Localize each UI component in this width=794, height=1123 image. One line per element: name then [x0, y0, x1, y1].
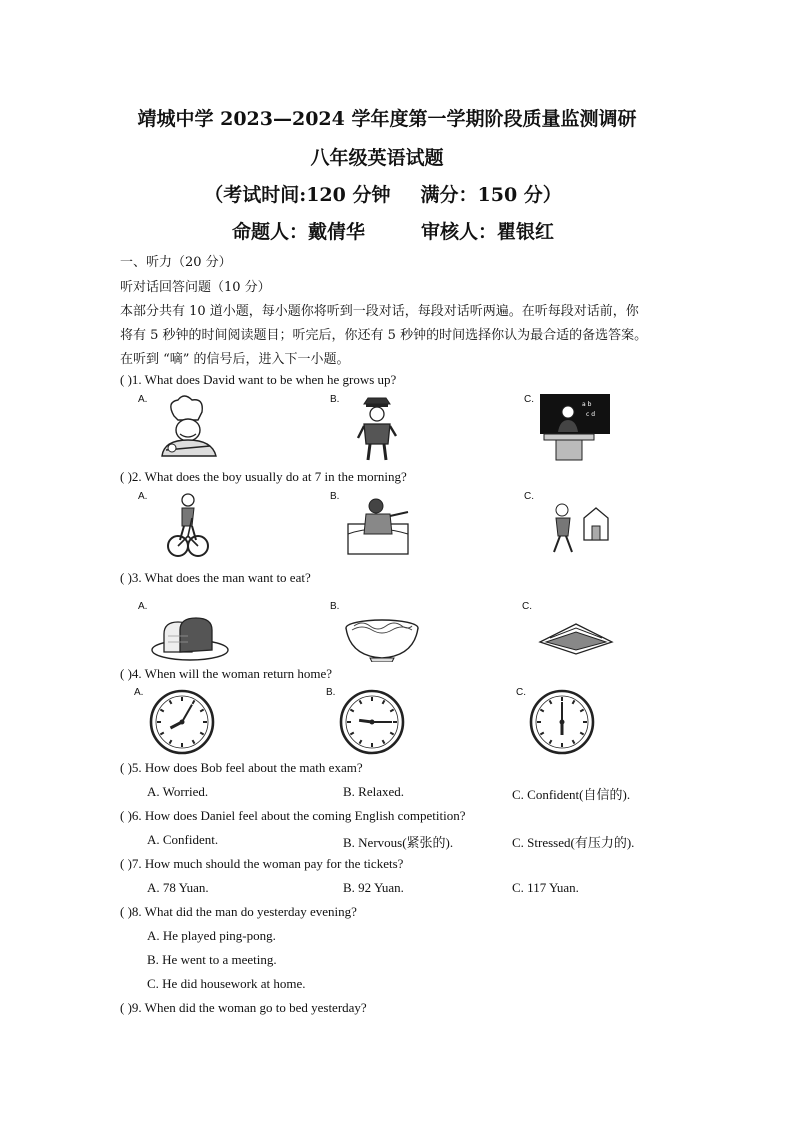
clock-c-picture	[528, 688, 596, 756]
svg-text:a b: a b	[582, 401, 592, 408]
instruction-line: 本部分共有 10 道小题，每小题你将听到一段对话，每段对话听两遍。在听每段对话前，你	[120, 304, 639, 319]
noodles-picture	[342, 614, 422, 662]
boy-walking-to-school-picture	[544, 500, 614, 556]
question-5: ( )5. How does Bob feel about the math exam?	[120, 760, 363, 775]
question-2: ( )2. What does the boy usually do at 7 in the morning?	[120, 469, 407, 484]
option-a: A. Confident.	[147, 832, 219, 847]
option-label: C.	[516, 687, 526, 698]
question-1: ( )1. What does David want to be when he grows up?	[120, 372, 397, 387]
option-label: C.	[522, 601, 532, 612]
question-9: ( )9. When did the woman go to bed yesterday?	[120, 1000, 367, 1015]
option-label: B.	[330, 601, 340, 612]
option-label: B.	[326, 687, 336, 698]
option-a: A. He played ping-pong.	[147, 928, 276, 943]
exam-subtitle: 八年级英语试题	[310, 147, 444, 169]
option-c: C. He did housework at home.	[147, 976, 306, 991]
clock-b-picture	[338, 688, 406, 756]
exam-title: 靖城中学 2023—2024 学年度第一学期阶段质量监测调研	[137, 108, 637, 130]
option-label: A.	[134, 687, 144, 698]
svg-text:c d: c d	[586, 411, 596, 418]
option-c: C. Stressed(有压力的).	[512, 835, 635, 850]
option-label: B.	[330, 394, 340, 405]
clock-center	[370, 720, 375, 725]
option-b: B. He went to a meeting.	[147, 952, 277, 967]
option-label: B.	[330, 491, 340, 502]
question-8: ( )8. What did the man do yesterday evening?	[120, 904, 357, 919]
exam-info	[0, 180, 780, 207]
clock-center	[560, 720, 565, 725]
full-score: 满分：150 分）	[420, 184, 562, 206]
option-c: C. 117 Yuan.	[512, 880, 579, 895]
sandwich-picture	[536, 618, 616, 658]
section-heading: 一、听力（20 分）	[120, 255, 232, 270]
option-b: B. Relaxed.	[343, 784, 405, 799]
option-label: A.	[138, 601, 148, 612]
option-label: C.	[524, 394, 534, 405]
police-officer-picture	[352, 394, 402, 462]
question-7: ( )7. How much should the woman pay for the tickets?	[120, 856, 404, 871]
setter: 命题人：戴倩华	[231, 221, 365, 243]
option-c: C. Confident(自信的).	[512, 787, 631, 802]
clock-a-picture	[148, 688, 216, 756]
question-3: ( )3. What does the man want to eat?	[120, 570, 311, 585]
boy-getting-up-picture	[346, 494, 414, 558]
instruction-line: 将有 5 秒钟的时间阅读题目；听完后，你还有 5 秒钟的时间选择你认为最合适的备选答案。	[120, 328, 648, 343]
section-subheading: 听对话回答问题（10 分）	[120, 280, 271, 295]
exam-time: （考试时间:120 分钟	[204, 184, 391, 206]
option-label: C.	[524, 491, 534, 502]
teacher-at-blackboard-picture	[538, 392, 612, 462]
option-b: B. 92 Yuan.	[343, 880, 404, 895]
clock-center	[180, 720, 185, 725]
bread-picture	[150, 612, 232, 662]
option-label: A.	[138, 491, 148, 502]
option-label: A.	[138, 394, 148, 405]
instruction-line: 在听到 “嘀” 的信号后，进入下一小题。	[120, 352, 350, 367]
reviewer: 审核人：瞿银红	[421, 221, 555, 243]
option-a: A. 78 Yuan.	[147, 880, 209, 895]
exam-authors	[0, 217, 790, 244]
option-a: A. Worried.	[147, 784, 209, 799]
option-b: B. Nervous(紧张的).	[343, 835, 454, 850]
question-6: ( )6. How does Daniel feel about the coming English competition?	[120, 808, 466, 823]
question-4: ( )4. When will the woman return home?	[120, 666, 333, 681]
chef-picture	[152, 394, 226, 458]
boy-cycling-picture	[166, 492, 210, 560]
